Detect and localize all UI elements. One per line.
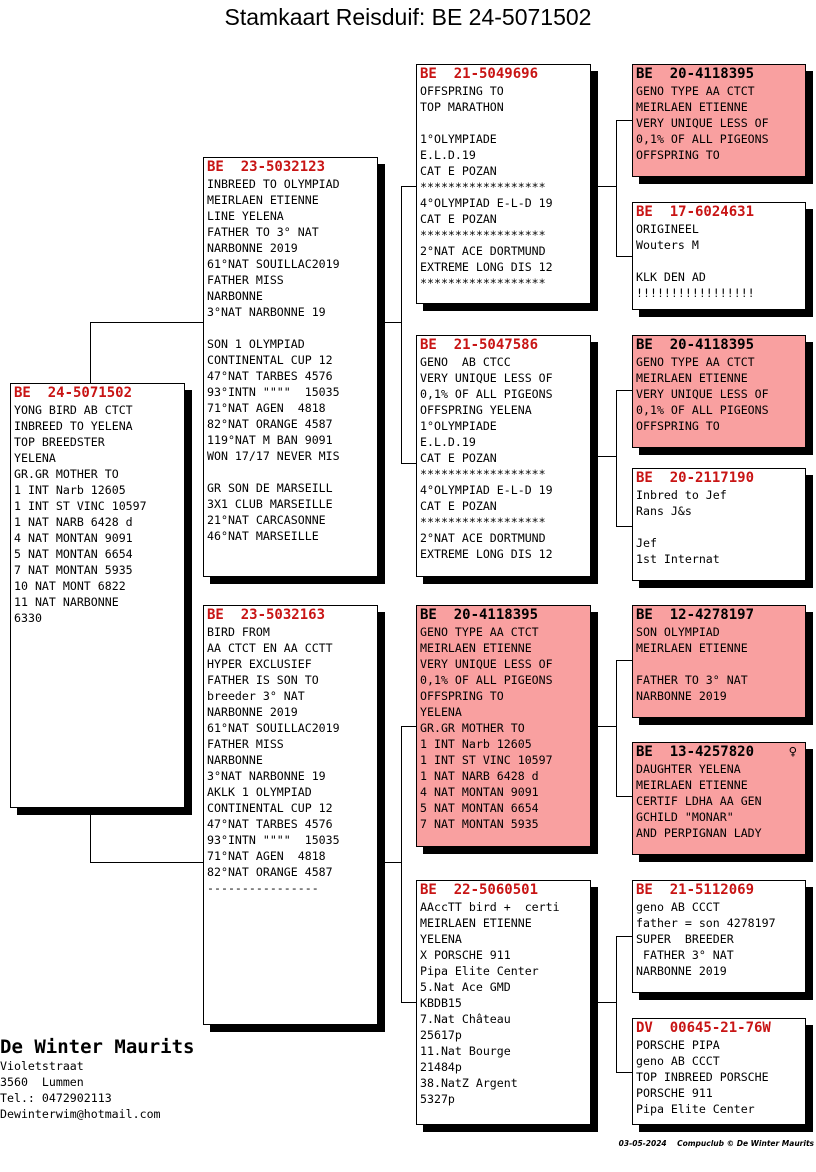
note-line: FATHER TO 3° NAT [636, 673, 748, 687]
note-line: GR SON DE MARSEILL [207, 481, 333, 495]
note-line: Jef [636, 536, 657, 550]
ring-number: BE 20-4118395 [636, 337, 755, 353]
page-title: Stamkaart Reisduif: BE 24-5071502 [224, 4, 592, 30]
ring-number: BE 21-5049696 [420, 66, 539, 82]
note-line: VERY UNIQUE LESS OF [420, 371, 553, 385]
ring-number: BE 22-5060501 [420, 882, 539, 898]
note-line: VERY UNIQUE LESS OF [420, 657, 553, 671]
note-line: KLK DEN AD [636, 270, 706, 284]
note-line: FATHER MISS [207, 737, 284, 751]
note-line: OFFSPRING TO [420, 84, 504, 98]
note-line: SUPER BREEDER [636, 932, 734, 946]
note-line: 61°NAT SOUILLAC2019 [207, 257, 340, 271]
note-line: 25617p [420, 1028, 462, 1042]
connector-line [616, 120, 617, 256]
connector-line [377, 322, 401, 323]
note-line: OFFSPRING TO [636, 419, 720, 433]
note-line: OFFSPRING TO [636, 148, 720, 162]
note-line: MEIRLAEN ETIENNE [636, 371, 748, 385]
owner-city: 3560 Lummen [0, 1075, 84, 1089]
note-line: 5 NAT MONTAN 6654 [14, 547, 133, 561]
ring-number: BE 24-5071502 [14, 385, 133, 401]
note-line: 4 NAT MONTAN 9091 [420, 785, 539, 799]
note-line: 7 NAT MONTAN 5935 [420, 817, 539, 831]
note-line: 93°INTN """" 15035 [207, 833, 340, 847]
connector-line [401, 1002, 417, 1003]
note-line: 71°NAT AGEN 4818 [207, 849, 326, 863]
note-line: DAUGHTER YELENA [636, 762, 741, 776]
note-line: SON 1 OLYMPIAD [207, 337, 305, 351]
note-line: 2°NAT ACE DORTMUND [420, 531, 546, 545]
note-line: 3°NAT NARBONNE 19 [207, 769, 326, 783]
note-line: 0,1% OF ALL PIGEONS [636, 132, 769, 146]
note-line: YONG BIRD AB CTCT [14, 403, 133, 417]
note-line: 1st Internat [636, 552, 720, 566]
ring-number: BE 13-4257820 [636, 744, 755, 760]
connector-line [401, 463, 417, 464]
ring-number: BE 12-4278197 [636, 607, 755, 623]
note-line: SON OLYMPIAD [636, 625, 720, 639]
note-line: Pipa Elite Center [636, 1102, 755, 1116]
pigeon-notes [636, 1037, 802, 1117]
mother-mother-card [416, 880, 591, 1125]
note-line: 1 INT ST VINC 10597 [14, 499, 147, 513]
note-line: LINE YELENA [207, 209, 284, 223]
mmf-card [632, 880, 806, 993]
connector-line [616, 660, 617, 796]
note-line: GENO TYPE AA CTCT [636, 84, 755, 98]
mmm-card [632, 1018, 806, 1125]
pigeon-notes [14, 402, 181, 626]
note-line: YELENA [420, 705, 462, 719]
note-line: 5 NAT MONTAN 6654 [420, 801, 539, 815]
note-line: 0,1% OF ALL PIGEONS [636, 403, 769, 417]
note-line: NARBONNE 2019 [207, 705, 298, 719]
note-line: 47°NAT TARBES 4576 [207, 369, 333, 383]
note-line: 11.Nat Bourge [420, 1044, 511, 1058]
note-line: ****************** [420, 515, 546, 529]
mother-father-card [416, 605, 591, 847]
ring-number: DV 00645-21-76W [636, 1020, 771, 1036]
note-line: 6330 [14, 611, 42, 625]
pigeon-notes [207, 176, 374, 544]
pigeon-notes [207, 624, 374, 896]
note-line: 3°NAT NARBONNE 19 [207, 305, 326, 319]
note-line: MEIRLAEN ETIENNE [420, 641, 532, 655]
note-line: FATHER TO 3° NAT [207, 225, 319, 239]
note-line: AND PERPIGNAN LADY [636, 826, 762, 840]
note-line: VERY UNIQUE LESS OF [636, 116, 769, 130]
pigeon-notes [420, 354, 587, 562]
note-line: 82°NAT ORANGE 4587 [207, 865, 333, 879]
note-line: ORIGINEEL [636, 222, 699, 236]
connector-line [590, 726, 616, 727]
note-line: Inbred to Jef [636, 488, 727, 502]
note-line: GCHILD "MONAR" [636, 810, 734, 824]
connector-line [401, 186, 402, 463]
note-line [207, 464, 374, 480]
note-line: 47°NAT TARBES 4576 [207, 817, 333, 831]
connector-line [616, 390, 632, 391]
note-line: MEIRLAEN ETIENNE [636, 100, 748, 114]
note-line: 0,1% OF ALL PIGEONS [420, 387, 553, 401]
note-line: NARBONNE 2019 [636, 689, 727, 703]
note-line: geno AB CCCT [636, 900, 720, 914]
note-line: 3X1 CLUB MARSEILLE [207, 497, 333, 511]
note-line: GENO TYPE AA CTCT [636, 355, 755, 369]
note-line: EXTREME LONG DIS 12 [420, 547, 553, 561]
connector-line [401, 726, 402, 1002]
note-line: 4°OLYMPIAD E-L-D 19 [420, 483, 553, 497]
note-line: CAT E POZAN [420, 164, 497, 178]
note-line: NARBONNE 2019 [207, 241, 298, 255]
connector-line [90, 862, 204, 863]
father-mother-card [416, 335, 591, 577]
pigeon-notes [636, 487, 802, 567]
note-line: 93°INTN """" 15035 [207, 385, 340, 399]
note-line: 61°NAT SOUILLAC2019 [207, 721, 340, 735]
note-line: 7 NAT MONTAN 5935 [14, 563, 133, 577]
note-line: 0,1% OF ALL PIGEONS [420, 673, 553, 687]
note-line: geno AB CCCT [636, 1054, 720, 1068]
note-line: breeder 3° NAT [207, 689, 305, 703]
connector-line [616, 936, 617, 1072]
connector-line [590, 1002, 616, 1003]
note-line: 46°NAT MARSEILLE [207, 529, 319, 543]
subject-pigeon-card [10, 383, 185, 808]
pigeon-notes [636, 83, 802, 163]
note-line: MEIRLAEN ETIENNE [207, 193, 319, 207]
note-line [636, 253, 802, 269]
note-line: NARBONNE 2019 [636, 964, 727, 978]
note-line: ****************** [420, 467, 546, 481]
note-line: 5.Nat Ace GMD [420, 980, 511, 994]
pigeon-notes [636, 761, 802, 841]
female-icon: ♀ [788, 744, 797, 760]
note-line: Pipa Elite Center [420, 964, 539, 978]
note-line: ****************** [420, 228, 546, 242]
note-line: TOP BREEDSTER [14, 435, 105, 449]
owner-street: Violetstraat [0, 1059, 84, 1073]
note-line: ****************** [420, 180, 546, 194]
mff-card [632, 605, 806, 718]
mother-card [203, 605, 378, 1025]
note-line: 1 NAT NARB 6428 d [420, 769, 539, 783]
footer-credit: 03-05-2024 Compuclub © De Winter Maurits [618, 1139, 814, 1148]
note-line: ****************** [420, 276, 546, 290]
note-line: X PORSCHE 911 [420, 948, 511, 962]
note-line: Rans J&s [636, 504, 692, 518]
note-line: INBREED TO YELENA [14, 419, 133, 433]
note-line: FATHER 3° NAT [636, 948, 734, 962]
ring-number: BE 20-4118395 [636, 66, 755, 82]
note-line: CAT E POZAN [420, 212, 497, 226]
connector-line [616, 660, 632, 661]
connector-line [616, 796, 632, 797]
ring-number: BE 21-5047586 [420, 337, 539, 353]
note-line: YELENA [420, 932, 462, 946]
note-line: 1 INT ST VINC 10597 [420, 753, 553, 767]
note-line: 5327p [420, 1092, 455, 1106]
note-line [207, 320, 374, 336]
note-line: CERTIF LDHA AA GEN [636, 794, 762, 808]
note-line: 2°NAT ACE DORTMUND [420, 244, 546, 258]
fff-card [632, 64, 806, 177]
note-line: 10 NAT MONT 6822 [14, 579, 126, 593]
ring-number: BE 17-6024631 [636, 204, 755, 220]
note-line [420, 115, 587, 131]
ring-number: BE 20-2117190 [636, 470, 755, 486]
pigeon-notes [636, 354, 802, 434]
note-line: FATHER IS SON TO [207, 673, 319, 687]
note-line: HYPER EXCLUSIEF [207, 657, 312, 671]
note-line: GENO AB CTCC [420, 355, 511, 369]
note-line: OFFSPRING TO [420, 689, 504, 703]
note-line: 1 INT Narb 12605 [14, 483, 126, 497]
note-line: AA CTCT EN AA CCTT [207, 641, 333, 655]
note-line: !!!!!!!!!!!!!!!!! [636, 286, 755, 300]
ring-number: BE 20-4118395 [420, 607, 539, 623]
owner-name: De Winter Maurits [0, 1036, 195, 1058]
ring-number: BE 23-5032163 [207, 607, 326, 623]
note-line: E.L.D.19 [420, 148, 476, 162]
note-line: CONTINENTAL CUP 12 [207, 801, 333, 815]
note-line: ---------------- [207, 881, 319, 895]
pigeon-notes [420, 899, 587, 1107]
connector-line [90, 808, 91, 862]
note-line: KBDB15 [420, 996, 462, 1010]
note-line: 1 NAT NARB 6428 d [14, 515, 133, 529]
note-line: 1°OLYMPIADE [420, 419, 497, 433]
pigeon-notes [420, 83, 587, 291]
note-line: 38.NatZ Argent [420, 1076, 518, 1090]
note-line: TOP MARATHON [420, 100, 504, 114]
note-line: 1°OLYMPIADE [420, 132, 497, 146]
note-line: 4 NAT MONTAN 9091 [14, 531, 133, 545]
note-line: CAT E POZAN [420, 451, 497, 465]
fmf-card [632, 335, 806, 448]
pigeon-notes [420, 624, 587, 832]
note-line: GR.GR MOTHER TO [420, 721, 525, 735]
note-line: FATHER MISS [207, 273, 284, 287]
note-line: 1 INT Narb 12605 [420, 737, 532, 751]
note-line: MEIRLAEN ETIENNE [636, 778, 748, 792]
connector-line [590, 456, 616, 457]
note-line: CONTINENTAL CUP 12 [207, 353, 333, 367]
note-line: 71°NAT AGEN 4818 [207, 401, 326, 415]
father-father-card [416, 64, 591, 304]
note-line: NARBONNE [207, 753, 263, 767]
note-line: MEIRLAEN ETIENNE [420, 916, 532, 930]
ring-number: BE 23-5032123 [207, 159, 326, 175]
connector-line [90, 322, 91, 384]
fmm-card [632, 468, 806, 581]
note-line: 7.Nat Château [420, 1012, 511, 1026]
ffm-card [632, 202, 806, 310]
note-line: 21°NAT CARCASONNE [207, 513, 326, 527]
note-line: INBREED TO OLYMPIAD [207, 177, 340, 191]
note-line: EXTREME LONG DIS 12 [420, 260, 553, 274]
note-line: Wouters M [636, 238, 699, 252]
ring-number: BE 21-5112069 [636, 882, 755, 898]
note-line: PORSCHE PIPA [636, 1038, 720, 1052]
note-line: PORSCHE 911 [636, 1086, 713, 1100]
note-line: VERY UNIQUE LESS OF [636, 387, 769, 401]
connector-line [616, 936, 632, 937]
connector-line [616, 1072, 632, 1073]
note-line: BIRD FROM [207, 625, 270, 639]
father-card [203, 157, 378, 577]
note-line: AKLK 1 OLYMPIAD [207, 785, 312, 799]
note-line: GR.GR MOTHER TO [14, 467, 119, 481]
note-line [636, 519, 802, 535]
note-line: OFFSPRING YELENA [420, 403, 532, 417]
note-line: AAccTT bird + certi [420, 900, 560, 914]
connector-line [90, 322, 204, 323]
owner-block [0, 1036, 194, 1122]
note-line: YELENA [14, 451, 56, 465]
note-line: 21484p [420, 1060, 462, 1074]
pigeon-notes [636, 899, 802, 979]
owner-email: Dewinterwim@hotmail.com [0, 1107, 161, 1121]
note-line: NARBONNE [207, 289, 263, 303]
note-line: E.L.D.19 [420, 435, 476, 449]
note-line [636, 656, 802, 672]
mfm-card [632, 742, 806, 855]
connector-line [401, 186, 417, 187]
note-line: father = son 4278197 [636, 916, 776, 930]
note-line: 82°NAT ORANGE 4587 [207, 417, 333, 431]
owner-phone: Tel.: 0472902113 [0, 1091, 112, 1105]
note-line: 119°NAT M BAN 9091 [207, 433, 333, 447]
connector-line [590, 186, 616, 187]
connector-line [401, 726, 417, 727]
note-line: 4°OLYMPIAD E-L-D 19 [420, 196, 553, 210]
note-line: WON 17/17 NEVER MIS [207, 449, 340, 463]
note-line: MEIRLAEN ETIENNE [636, 641, 748, 655]
pigeon-notes [636, 221, 802, 301]
pigeon-notes [636, 624, 802, 704]
connector-line [377, 862, 401, 863]
connector-line [616, 390, 617, 526]
note-line: CAT E POZAN [420, 499, 497, 513]
note-line: TOP INBREED PORSCHE [636, 1070, 769, 1084]
connector-line [616, 256, 632, 257]
connector-line [616, 120, 632, 121]
connector-line [616, 526, 632, 527]
note-line: 11 NAT NARBONNE [14, 595, 119, 609]
note-line: GENO TYPE AA CTCT [420, 625, 539, 639]
